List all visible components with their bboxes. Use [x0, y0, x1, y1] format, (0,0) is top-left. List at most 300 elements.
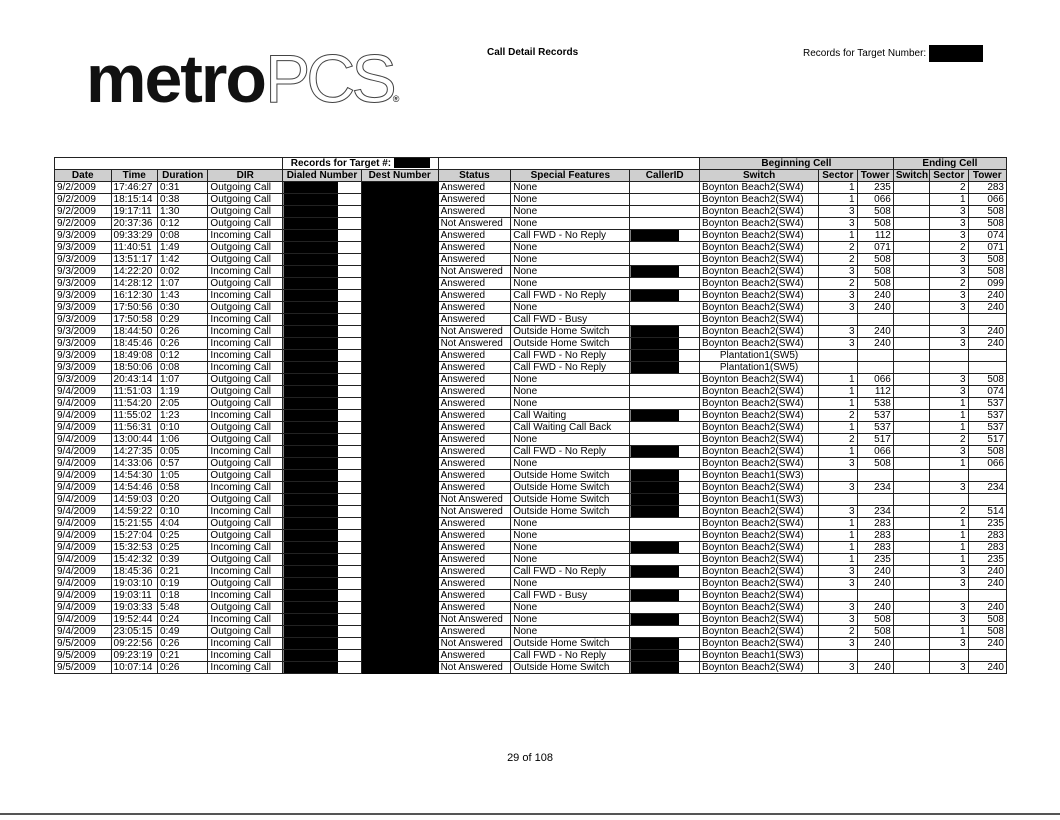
column-header-dialed-number: Dialed Number [283, 170, 362, 182]
cell-begin-sector: 3 [819, 614, 857, 626]
cell-special-features: None [511, 542, 630, 554]
cell-begin-tower: 066 [857, 194, 893, 206]
cell-begin-sector: 3 [819, 266, 857, 278]
cell-dialed-number [283, 422, 362, 434]
cell-duration: 0:26 [157, 638, 207, 650]
cell-status: Answered [438, 470, 511, 482]
cell-end-switch [893, 254, 929, 266]
cell-end-sector: 1 [930, 626, 968, 638]
cell-begin-switch: Boynton Beach2(SW4) [700, 266, 819, 278]
cell-special-features: None [511, 602, 630, 614]
cell-end-switch [893, 338, 929, 350]
cell-dest-number [361, 662, 438, 674]
cell-end-tower: 240 [968, 602, 1006, 614]
cell-end-tower: 240 [968, 662, 1006, 674]
cell-dialed-number [283, 470, 362, 482]
column-header-dest-number: Dest Number [361, 170, 438, 182]
cell-dir: Outgoing Call [208, 242, 283, 254]
cell-begin-switch: Boynton Beach2(SW4) [700, 182, 819, 194]
cell-dir: Outgoing Call [208, 602, 283, 614]
cell-caller-id [630, 398, 700, 410]
cell-duration: 0:26 [157, 326, 207, 338]
cell-begin-sector: 1 [819, 386, 857, 398]
cell-begin-tower: 517 [857, 434, 893, 446]
cell-end-sector: 2 [930, 182, 968, 194]
cell-begin-sector [819, 590, 857, 602]
cell-time: 18:45:36 [111, 566, 157, 578]
column-header-special-features: Special Features [511, 170, 630, 182]
cell-status: Answered [438, 434, 511, 446]
cell-dir: Incoming Call [208, 410, 283, 422]
cell-end-tower: 508 [968, 374, 1006, 386]
cell-end-switch [893, 410, 929, 422]
cell-end-switch [893, 446, 929, 458]
cell-begin-tower: 538 [857, 398, 893, 410]
cell-caller-id [630, 266, 700, 278]
cell-end-sector [930, 470, 968, 482]
cell-time: 18:45:46 [111, 338, 157, 350]
cell-date: 9/4/2009 [55, 614, 112, 626]
cell-date: 9/4/2009 [55, 422, 112, 434]
cell-dialed-number [283, 278, 362, 290]
cell-dest-number [361, 314, 438, 326]
cell-begin-sector: 3 [819, 302, 857, 314]
cell-dialed-number [283, 458, 362, 470]
cell-caller-id [630, 422, 700, 434]
table-row [55, 206, 1007, 218]
cell-caller-id [630, 530, 700, 542]
cell-time: 19:03:11 [111, 590, 157, 602]
cell-caller-id [630, 278, 700, 290]
column-header-time: Time [111, 170, 157, 182]
cell-date: 9/3/2009 [55, 338, 112, 350]
cell-begin-switch: Boynton Beach2(SW4) [700, 482, 819, 494]
column-header-caller-id: CallerID [630, 170, 700, 182]
cell-end-tower: 508 [968, 266, 1006, 278]
cell-dir: Outgoing Call [208, 626, 283, 638]
cell-special-features: Outside Home Switch [511, 470, 630, 482]
cell-end-tower: 235 [968, 518, 1006, 530]
cell-begin-sector: 3 [819, 458, 857, 470]
cell-dest-number [361, 470, 438, 482]
cell-begin-sector: 1 [819, 230, 857, 242]
cell-end-tower: 537 [968, 398, 1006, 410]
cell-begin-sector: 1 [819, 542, 857, 554]
cell-dialed-number [283, 362, 362, 374]
cell-caller-id [630, 626, 700, 638]
cell-dir: Incoming Call [208, 566, 283, 578]
cell-end-sector: 1 [930, 458, 968, 470]
cell-end-tower: 235 [968, 554, 1006, 566]
cell-end-tower [968, 494, 1006, 506]
cell-begin-tower: 071 [857, 242, 893, 254]
table-row [55, 230, 1007, 242]
cell-time: 14:54:30 [111, 470, 157, 482]
cell-begin-tower: 240 [857, 302, 893, 314]
cell-end-sector: 3 [930, 302, 968, 314]
cell-dest-number [361, 602, 438, 614]
cell-caller-id [630, 338, 700, 350]
cell-end-sector: 1 [930, 518, 968, 530]
cell-special-features: Outside Home Switch [511, 638, 630, 650]
cell-end-sector: 3 [930, 230, 968, 242]
cell-dialed-number [283, 374, 362, 386]
cell-special-features: None [511, 194, 630, 206]
cell-time: 09:23:19 [111, 650, 157, 662]
cell-caller-id [630, 458, 700, 470]
records-for-target-banner: Records for Target #: [283, 158, 438, 170]
cell-dialed-number [283, 266, 362, 278]
cell-begin-sector: 2 [819, 242, 857, 254]
cell-date: 9/3/2009 [55, 350, 112, 362]
table-row [55, 458, 1007, 470]
column-header-duration: Duration [157, 170, 207, 182]
cell-dir: Outgoing Call [208, 470, 283, 482]
cell-begin-tower: 235 [857, 554, 893, 566]
cell-begin-switch: Boynton Beach2(SW4) [700, 530, 819, 542]
cell-end-tower: 537 [968, 410, 1006, 422]
cell-dir: Incoming Call [208, 314, 283, 326]
cell-begin-switch: Boynton Beach2(SW4) [700, 278, 819, 290]
cell-date: 9/4/2009 [55, 626, 112, 638]
cell-end-sector [930, 362, 968, 374]
cell-time: 15:27:04 [111, 530, 157, 542]
cell-begin-tower: 240 [857, 566, 893, 578]
cell-status: Answered [438, 314, 511, 326]
table-row [55, 374, 1007, 386]
cell-date: 9/4/2009 [55, 566, 112, 578]
cell-begin-tower: 112 [857, 386, 893, 398]
cell-end-switch [893, 266, 929, 278]
column-header-dir: DIR [208, 170, 283, 182]
cell-duration: 1:43 [157, 290, 207, 302]
cell-duration: 0:05 [157, 446, 207, 458]
cell-dialed-number [283, 350, 362, 362]
cell-time: 11:54:20 [111, 398, 157, 410]
cell-date: 9/4/2009 [55, 482, 112, 494]
cell-end-switch [893, 350, 929, 362]
cell-begin-sector: 2 [819, 278, 857, 290]
column-header-begin-sector: Sector [819, 170, 857, 182]
cell-duration: 1:05 [157, 470, 207, 482]
cell-end-sector: 3 [930, 254, 968, 266]
cell-status: Answered [438, 350, 511, 362]
cell-end-tower: 537 [968, 422, 1006, 434]
cell-end-sector: 1 [930, 554, 968, 566]
cell-dialed-number [283, 242, 362, 254]
table-row [55, 422, 1007, 434]
cell-time: 19:17:11 [111, 206, 157, 218]
cell-date: 9/4/2009 [55, 386, 112, 398]
cell-caller-id [630, 230, 700, 242]
cell-status: Not Answered [438, 338, 511, 350]
cell-begin-tower: 283 [857, 530, 893, 542]
cell-status: Answered [438, 626, 511, 638]
cell-dialed-number [283, 290, 362, 302]
table-row [55, 602, 1007, 614]
column-header-status: Status [438, 170, 511, 182]
cell-dest-number [361, 506, 438, 518]
cell-dialed-number [283, 302, 362, 314]
cell-caller-id [630, 662, 700, 674]
cell-date: 9/3/2009 [55, 326, 112, 338]
cell-date: 9/2/2009 [55, 218, 112, 230]
table-row [55, 506, 1007, 518]
cell-date: 9/4/2009 [55, 410, 112, 422]
cell-dest-number [361, 350, 438, 362]
cell-end-tower: 283 [968, 542, 1006, 554]
cell-caller-id [630, 542, 700, 554]
cell-begin-sector: 3 [819, 602, 857, 614]
column-header-end-tower: Tower [968, 170, 1006, 182]
cell-end-switch [893, 242, 929, 254]
cell-status: Answered [438, 530, 511, 542]
cell-begin-switch: Boynton Beach2(SW4) [700, 290, 819, 302]
cell-dir: Incoming Call [208, 266, 283, 278]
cell-begin-tower: 112 [857, 230, 893, 242]
cell-caller-id [630, 494, 700, 506]
cell-dir: Outgoing Call [208, 386, 283, 398]
cell-dest-number [361, 374, 438, 386]
cell-begin-tower: 240 [857, 326, 893, 338]
cell-begin-tower: 240 [857, 638, 893, 650]
cell-end-tower: 071 [968, 242, 1006, 254]
cell-begin-sector: 1 [819, 422, 857, 434]
cell-special-features: Call FWD - Busy [511, 590, 630, 602]
cell-begin-sector: 3 [819, 290, 857, 302]
cell-dir: Incoming Call [208, 446, 283, 458]
cell-dir: Outgoing Call [208, 458, 283, 470]
cell-duration: 1:30 [157, 206, 207, 218]
cell-begin-tower: 283 [857, 542, 893, 554]
cell-dialed-number [283, 338, 362, 350]
cell-end-sector: 2 [930, 242, 968, 254]
cell-end-sector: 1 [930, 398, 968, 410]
cell-end-tower [968, 470, 1006, 482]
table-row [55, 362, 1007, 374]
cell-caller-id [630, 290, 700, 302]
cell-dest-number [361, 458, 438, 470]
cell-time: 15:42:32 [111, 554, 157, 566]
cell-duration: 0:38 [157, 194, 207, 206]
cell-end-sector: 3 [930, 482, 968, 494]
metropcs-logo [86, 40, 400, 117]
cell-dir: Incoming Call [208, 338, 283, 350]
cell-dir: Incoming Call [208, 542, 283, 554]
cell-status: Not Answered [438, 506, 511, 518]
column-header-end-switch: Switch [893, 170, 929, 182]
cell-begin-sector: 1 [819, 518, 857, 530]
cell-begin-tower [857, 350, 893, 362]
table-row [55, 446, 1007, 458]
cell-dialed-number [283, 650, 362, 662]
cell-caller-id [630, 578, 700, 590]
cell-begin-sector: 3 [819, 338, 857, 350]
cell-status: Answered [438, 578, 511, 590]
cell-dialed-number [283, 554, 362, 566]
table-row [55, 638, 1007, 650]
cell-dir: Incoming Call [208, 362, 283, 374]
cell-dest-number [361, 590, 438, 602]
cell-end-tower: 517 [968, 434, 1006, 446]
cell-begin-sector [819, 362, 857, 374]
cell-date: 9/2/2009 [55, 206, 112, 218]
cell-begin-sector: 3 [819, 206, 857, 218]
cell-begin-switch: Boynton Beach2(SW4) [700, 326, 819, 338]
cell-begin-tower: 508 [857, 266, 893, 278]
cell-end-tower: 066 [968, 458, 1006, 470]
cell-dir: Incoming Call [208, 326, 283, 338]
cell-special-features: Call Waiting Call Back [511, 422, 630, 434]
cell-end-switch [893, 494, 929, 506]
cell-special-features: None [511, 554, 630, 566]
cell-dest-number [361, 398, 438, 410]
cell-date: 9/3/2009 [55, 374, 112, 386]
cell-begin-switch: Boynton Beach2(SW4) [700, 626, 819, 638]
cell-dest-number [361, 266, 438, 278]
cell-begin-switch: Boynton Beach2(SW4) [700, 446, 819, 458]
table-row [55, 494, 1007, 506]
cell-begin-switch: Boynton Beach1(SW3) [700, 650, 819, 662]
cell-time: 18:44:50 [111, 326, 157, 338]
cell-date: 9/4/2009 [55, 578, 112, 590]
cell-dialed-number [283, 530, 362, 542]
cell-begin-sector [819, 494, 857, 506]
cell-time: 13:00:44 [111, 434, 157, 446]
cell-end-switch [893, 422, 929, 434]
cell-dialed-number [283, 494, 362, 506]
cell-status: Not Answered [438, 218, 511, 230]
cell-end-tower: 283 [968, 530, 1006, 542]
cell-begin-switch: Boynton Beach2(SW4) [700, 566, 819, 578]
cell-begin-sector [819, 650, 857, 662]
cell-duration: 0:12 [157, 350, 207, 362]
cell-begin-sector: 2 [819, 626, 857, 638]
table-row [55, 338, 1007, 350]
cell-dialed-number [283, 398, 362, 410]
cell-duration: 1:23 [157, 410, 207, 422]
cell-status: Answered [438, 194, 511, 206]
table-row [55, 242, 1007, 254]
cell-status: Answered [438, 410, 511, 422]
cell-end-sector: 1 [930, 422, 968, 434]
cell-time: 11:51:03 [111, 386, 157, 398]
cell-special-features: None [511, 434, 630, 446]
table-row [55, 626, 1007, 638]
cell-time: 10:07:14 [111, 662, 157, 674]
cell-caller-id [630, 566, 700, 578]
cell-duration: 0:10 [157, 506, 207, 518]
cell-dest-number [361, 626, 438, 638]
cell-special-features: Outside Home Switch [511, 338, 630, 350]
cell-dir: Incoming Call [208, 290, 283, 302]
cell-status: Answered [438, 650, 511, 662]
cell-begin-sector: 1 [819, 530, 857, 542]
cell-begin-sector: 2 [819, 254, 857, 266]
cell-end-tower [968, 362, 1006, 374]
cell-special-features: None [511, 518, 630, 530]
table-row [55, 398, 1007, 410]
cell-begin-switch: Boynton Beach2(SW4) [700, 602, 819, 614]
cell-end-sector: 3 [930, 338, 968, 350]
cell-status: Answered [438, 542, 511, 554]
cell-begin-sector: 2 [819, 410, 857, 422]
cell-date: 9/3/2009 [55, 230, 112, 242]
cell-dir: Incoming Call [208, 650, 283, 662]
cell-status: Answered [438, 422, 511, 434]
cell-duration: 2:05 [157, 398, 207, 410]
cell-dir: Outgoing Call [208, 554, 283, 566]
cell-date: 9/4/2009 [55, 506, 112, 518]
cell-caller-id [630, 386, 700, 398]
call-records-table-container [54, 157, 1007, 674]
cell-end-tower: 074 [968, 386, 1006, 398]
cell-end-sector [930, 494, 968, 506]
cell-dialed-number [283, 614, 362, 626]
table-row [55, 566, 1007, 578]
cell-begin-switch: Boynton Beach2(SW4) [700, 506, 819, 518]
cell-date: 9/3/2009 [55, 254, 112, 266]
cell-end-switch [893, 302, 929, 314]
cell-date: 9/5/2009 [55, 662, 112, 674]
cell-dir: Outgoing Call [208, 254, 283, 266]
cell-duration: 0:21 [157, 650, 207, 662]
cell-duration: 0:30 [157, 302, 207, 314]
cell-duration: 4:04 [157, 518, 207, 530]
cell-begin-sector: 1 [819, 194, 857, 206]
cell-end-switch [893, 578, 929, 590]
cell-end-switch [893, 626, 929, 638]
cell-dest-number [361, 230, 438, 242]
cell-dialed-number [283, 590, 362, 602]
cell-special-features: Call Waiting [511, 410, 630, 422]
cell-begin-switch: Boynton Beach2(SW4) [700, 242, 819, 254]
cell-begin-tower: 537 [857, 410, 893, 422]
cell-caller-id [630, 614, 700, 626]
cell-end-switch [893, 554, 929, 566]
cell-end-switch [893, 482, 929, 494]
cell-time: 19:52:44 [111, 614, 157, 626]
cell-special-features: Call FWD - No Reply [511, 290, 630, 302]
cell-dialed-number [283, 518, 362, 530]
cell-date: 9/5/2009 [55, 650, 112, 662]
cell-end-switch [893, 398, 929, 410]
cell-end-switch [893, 362, 929, 374]
table-row [55, 518, 1007, 530]
cell-begin-tower [857, 470, 893, 482]
cell-caller-id [630, 194, 700, 206]
table-row [55, 614, 1007, 626]
cell-begin-sector: 1 [819, 398, 857, 410]
cell-date: 9/3/2009 [55, 242, 112, 254]
cell-duration: 0:08 [157, 362, 207, 374]
cell-caller-id [630, 182, 700, 194]
cell-dir: Incoming Call [208, 590, 283, 602]
cell-dest-number [361, 302, 438, 314]
cell-caller-id [630, 326, 700, 338]
cell-date: 9/4/2009 [55, 554, 112, 566]
cell-end-switch [893, 314, 929, 326]
cell-time: 20:37:36 [111, 218, 157, 230]
cell-begin-tower: 235 [857, 182, 893, 194]
cell-dialed-number [283, 218, 362, 230]
cell-special-features: Outside Home Switch [511, 494, 630, 506]
table-row [55, 470, 1007, 482]
cell-status: Answered [438, 362, 511, 374]
cell-end-switch [893, 230, 929, 242]
cell-dialed-number [283, 434, 362, 446]
cell-caller-id [630, 446, 700, 458]
